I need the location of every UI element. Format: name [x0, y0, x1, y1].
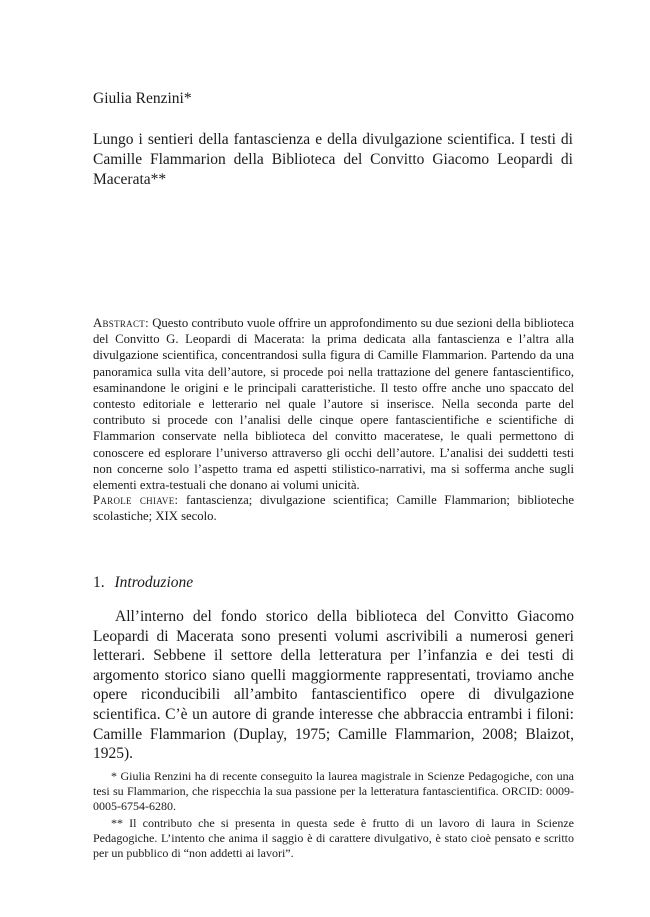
keywords — [93, 492, 574, 524]
section-title: Introduzione — [114, 574, 194, 591]
keywords-text: fantascienza; divulgazione scientifica; Camille Flammarion; biblioteche scolastiche; XIX secolo. — [93, 493, 575, 524]
paper-title: Lungo i sentieri della fantascienza e della divulgazione scientifica. I testi di Camille Flammarion della Biblioteca del Convitto Giacomo Leopardi di Macerata** — [93, 131, 573, 188]
abstract-label: Abstract: — [93, 316, 149, 330]
intro-paragraph: All’interno del fondo storico della biblioteca del Convitto Giacomo Leopardi di Macerata sono presenti volumi ascrivibili a numerosi generi letterari. Sebbene il settore della letteratura per l’infanzia e dei testi di argomento storico siano quelli maggiormente rappresentati, troviamo anche opere riconducibili all’ambito fantascientifico opere di divulgazione scientifica. C’è un autore di grande interesse che abbraccia entrambi i filoni: Camille Flammarion (Duplay, 1975; Camille Flammarion, 2008; Blaizot, 1925). — [93, 608, 574, 763]
footnote-1: * Giulia Renzini ha di recente conseguito la laurea magistrale in Scienze Pedagogiche, con una tesi su Flammarion, che rispecchia la sua passione per la letteratura fantascientifica. ORCID: 0009-0005-6754-6280. — [93, 769, 574, 813]
abstract-text: Questo contributo vuole offrire un approfondimento su due sezioni della biblioteca del Convitto G. Leopardi di Macerata: la prima dedicata alla fantascienza e l’altra alla divulgazione scientifica, concentrandosi sulla figura di Camille Flammarion. Partendo da una panoramica sulla vita dell’autore, si procede poi nella trattazione del genere fantascientifico, esaminandone le origini e le principali caratteristiche. Il testo offre anche uno spaccato del contesto editoriale e letterario nel quale l’autore si inserisce. Nella seconda parte del contributo si procede con l’analisi delle cinque opere fantascientifiche e scientifiche di Flammarion conservate nella biblioteca del convitto maceratese, le quali permettono di conoscere ed esplorare l’universo attraverso gli occhi dell’autore. L’analisi dei suddetti testi non concerne solo l’aspetto trama ed aspetti stilistico-narrativi, ma si sofferma anche sugli elementi extra-testuali che donano ai volumi unicità. — [93, 316, 574, 493]
footnote-2: ** Il contributo che si presenta in questa sede è frutto di un lavoro di laura in Scienze Pedagogiche. L’intento che anima il saggio è di carattere divulgativo, è stato cioè pensato e scritto per un pubblico di “non addetti ai lavori”. — [93, 816, 574, 860]
keywords-label: Parole chiave: — [93, 493, 179, 507]
author-name: Giulia Renzini* — [93, 90, 192, 107]
abstract — [93, 315, 574, 493]
section-number: 1. — [93, 574, 105, 591]
section-heading — [93, 574, 193, 592]
